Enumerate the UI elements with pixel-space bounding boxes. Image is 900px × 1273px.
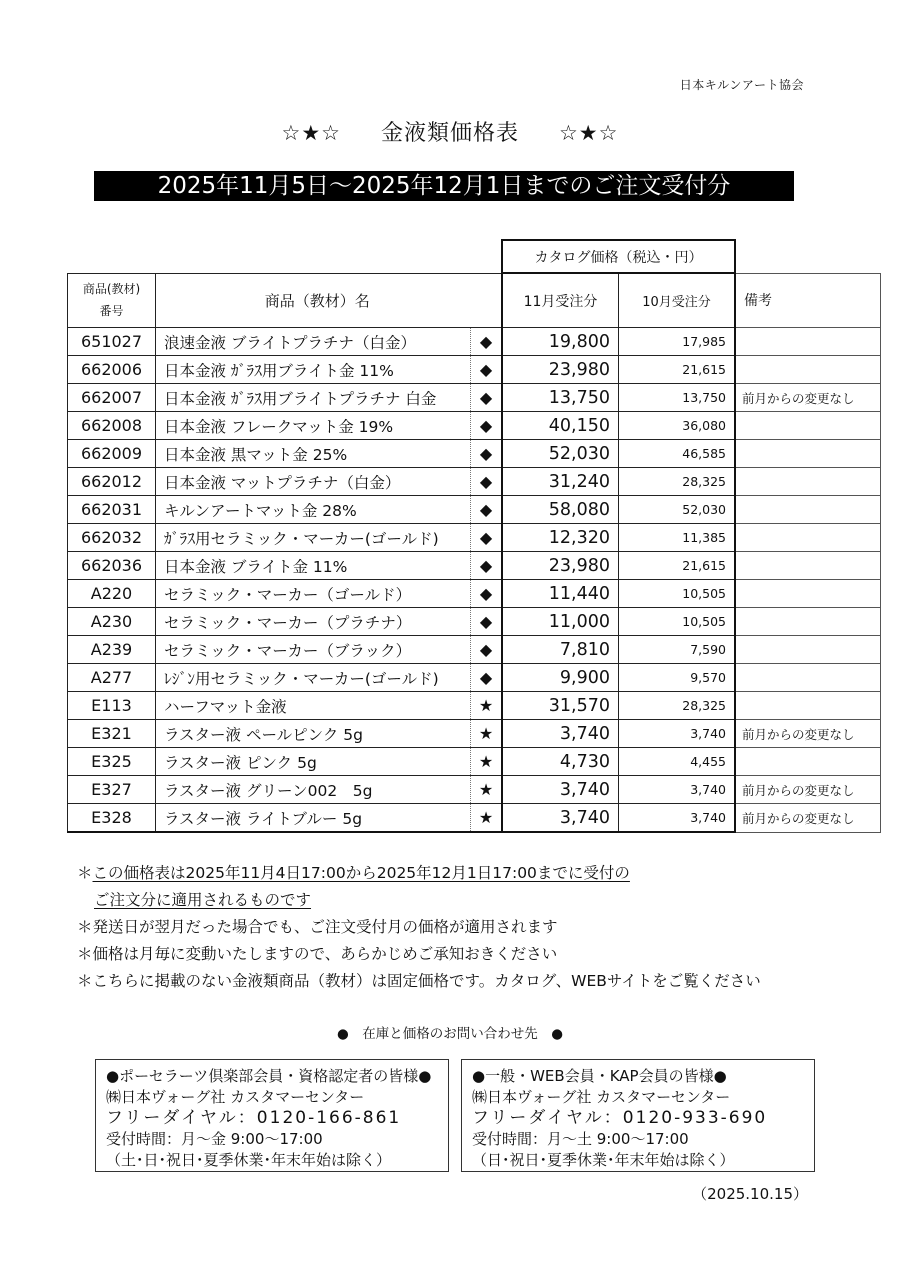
- product-name: セラミック・マーカー（ブラック）: [156, 636, 471, 664]
- price-table: [67, 239, 881, 833]
- price-november: 9,900: [502, 664, 619, 692]
- product-name: ハーフマット金液: [156, 692, 471, 720]
- product-code: 662006: [68, 356, 156, 384]
- memo: [735, 608, 881, 636]
- contact-hours: 受付時間：月〜金 9:00〜17:00: [106, 1130, 323, 1148]
- note-1: ＊この価格表は2025年11月4日17:00から2025年12月1日17:00までに受付の: [77, 864, 630, 882]
- price-november: 3,740: [502, 804, 619, 833]
- star-decoration-icon: ☆★☆: [281, 121, 341, 145]
- price-november: 31,570: [502, 692, 619, 720]
- product-code: A239: [68, 636, 156, 664]
- price-october: 11,385: [619, 524, 736, 552]
- price-november: 11,440: [502, 580, 619, 608]
- page-title: [0, 116, 900, 147]
- column-header-code: 商品(教材) 番号: [68, 273, 156, 328]
- product-name: ラスター液 ライトブルー 5g: [156, 804, 471, 833]
- price-october: 17,985: [619, 328, 736, 356]
- table-row: [68, 440, 881, 468]
- memo: [735, 552, 881, 580]
- price-november: 40,150: [502, 412, 619, 440]
- table-row: [68, 328, 881, 356]
- contact-phone: フリーダイヤル：0120-166-861: [106, 1108, 402, 1128]
- star-mark-icon: ★: [471, 748, 503, 776]
- diamond-mark-icon: ◆: [471, 580, 503, 608]
- price-october: 36,080: [619, 412, 736, 440]
- diamond-mark-icon: ◆: [471, 524, 503, 552]
- table-row: [68, 552, 881, 580]
- product-name: ラスター液 グリーン002 5g: [156, 776, 471, 804]
- table-row: [68, 692, 881, 720]
- star-decoration-icon: ☆★☆: [558, 121, 619, 145]
- price-october: 46,585: [619, 440, 736, 468]
- column-header-november: 11月受注分: [502, 273, 619, 328]
- price-october: 7,590: [619, 636, 736, 664]
- product-name: 日本金液 ブライト金 11%: [156, 552, 471, 580]
- price-november: 23,980: [502, 356, 619, 384]
- product-name: 日本金液 黒マット金 25%: [156, 440, 471, 468]
- product-name: キルンアートマット金 28%: [156, 496, 471, 524]
- diamond-mark-icon: ◆: [471, 328, 503, 356]
- price-november: 3,740: [502, 776, 619, 804]
- price-october: 3,740: [619, 720, 736, 748]
- memo: [735, 496, 881, 524]
- memo: [735, 412, 881, 440]
- diamond-mark-icon: ◆: [471, 608, 503, 636]
- price-november: 12,320: [502, 524, 619, 552]
- column-header-mark: [471, 273, 503, 328]
- price-november: 52,030: [502, 440, 619, 468]
- memo: [735, 328, 881, 356]
- memo: [735, 636, 881, 664]
- table-row: [68, 720, 881, 748]
- star-mark-icon: ★: [471, 720, 503, 748]
- product-name: 浪速金液 ブライトプラチナ（白金）: [156, 328, 471, 356]
- table-row: [68, 804, 881, 833]
- table-row: [68, 356, 881, 384]
- table-row: [68, 524, 881, 552]
- product-code: 662012: [68, 468, 156, 496]
- product-name: 日本金液 マットプラチナ（白金）: [156, 468, 471, 496]
- product-code: 662031: [68, 496, 156, 524]
- contact-hours: 受付時間：月〜土 9:00〜17:00: [472, 1130, 689, 1148]
- price-november: 11,000: [502, 608, 619, 636]
- memo: [735, 692, 881, 720]
- product-code: E321: [68, 720, 156, 748]
- contact-audience: ●ポーセラーツ倶楽部会員・資格認定者の皆様●: [106, 1067, 432, 1085]
- price-october: 21,615: [619, 552, 736, 580]
- note-2: ＊発送日が翌月だった場合でも、ご注文受付月の価格が適用されます: [77, 918, 558, 936]
- diamond-mark-icon: ◆: [471, 664, 503, 692]
- diamond-mark-icon: ◆: [471, 552, 503, 580]
- diamond-mark-icon: ◆: [471, 496, 503, 524]
- price-november: 31,240: [502, 468, 619, 496]
- product-code: A230: [68, 608, 156, 636]
- product-name: セラミック・マーカー（プラチナ）: [156, 608, 471, 636]
- product-name: セラミック・マーカー（ゴールド）: [156, 580, 471, 608]
- product-name: ラスター液 ピンク 5g: [156, 748, 471, 776]
- memo: 前月からの変更なし: [735, 384, 881, 412]
- star-mark-icon: ★: [471, 692, 503, 720]
- column-header-row: [68, 273, 881, 328]
- product-code: E328: [68, 804, 156, 833]
- product-code: 662008: [68, 412, 156, 440]
- product-code: 662009: [68, 440, 156, 468]
- table-row: [68, 664, 881, 692]
- contact-audience: ●一般・WEB会員・KAP会員の皆様●: [472, 1067, 727, 1085]
- table-row: [68, 412, 881, 440]
- contact-box-porcelarts: [95, 1059, 449, 1172]
- product-name: 日本金液 ｶﾞﾗｽ用ブライト金 11%: [156, 356, 471, 384]
- product-name: ｶﾞﾗｽ用セラミック・マーカー(ゴールド): [156, 524, 471, 552]
- price-november: 58,080: [502, 496, 619, 524]
- diamond-mark-icon: ◆: [471, 356, 503, 384]
- price-october: 10,505: [619, 608, 736, 636]
- contact-company: ㈱日本ヴォーグ社 カスタマーセンター: [472, 1088, 731, 1106]
- table-row: [68, 748, 881, 776]
- memo: [735, 748, 881, 776]
- memo: 前月からの変更なし: [735, 720, 881, 748]
- product-code: E113: [68, 692, 156, 720]
- product-name: ラスター液 ペールピンク 5g: [156, 720, 471, 748]
- contact-phone: フリーダイヤル：0120-933-690: [472, 1108, 768, 1128]
- note-4: ＊こちらに掲載のない金液類商品（教材）は固定価格です。カタログ、WEBサイトをご覧ください: [77, 972, 761, 990]
- table-row: [68, 580, 881, 608]
- product-code: E327: [68, 776, 156, 804]
- table-row: [68, 636, 881, 664]
- price-november: 3,740: [502, 720, 619, 748]
- diamond-mark-icon: ◆: [471, 412, 503, 440]
- memo: 前月からの変更なし: [735, 776, 881, 804]
- contact-company: ㈱日本ヴォーグ社 カスタマーセンター: [106, 1088, 365, 1106]
- price-october: 21,615: [619, 356, 736, 384]
- table-row: [68, 384, 881, 412]
- table-row: [68, 608, 881, 636]
- product-code: 662036: [68, 552, 156, 580]
- diamond-mark-icon: ◆: [471, 440, 503, 468]
- contact-box-general: [461, 1059, 815, 1172]
- period-banner: 2025年11月5日〜2025年12月1日までのご注文受付分: [94, 171, 794, 201]
- diamond-mark-icon: ◆: [471, 636, 503, 664]
- memo: [735, 468, 881, 496]
- organization-name: 日本キルンアート協会: [679, 78, 804, 92]
- price-november: 7,810: [502, 636, 619, 664]
- memo: [735, 580, 881, 608]
- price-october: 28,325: [619, 692, 736, 720]
- contact-closed-days: （土･日･祝日･夏季休業･年末年始は除く）: [106, 1151, 392, 1169]
- product-code: A220: [68, 580, 156, 608]
- product-code: A277: [68, 664, 156, 692]
- product-code: 662032: [68, 524, 156, 552]
- price-october: 9,570: [619, 664, 736, 692]
- price-november: 4,730: [502, 748, 619, 776]
- price-october: 10,505: [619, 580, 736, 608]
- contact-closed-days: （日･祝日･夏季休業･年末年始は除く）: [472, 1151, 735, 1169]
- price-october: 3,740: [619, 776, 736, 804]
- column-header-name: 商品（教材）名: [156, 273, 471, 328]
- price-november: 13,750: [502, 384, 619, 412]
- diamond-mark-icon: ◆: [471, 468, 503, 496]
- memo: [735, 524, 881, 552]
- memo: 前月からの変更なし: [735, 804, 881, 833]
- product-code: 662007: [68, 384, 156, 412]
- issue-date: （2025.10.15）: [692, 1185, 808, 1203]
- product-code: 651027: [68, 328, 156, 356]
- memo: [735, 356, 881, 384]
- table-row: [68, 496, 881, 524]
- price-october: 28,325: [619, 468, 736, 496]
- notes-section: [77, 860, 761, 995]
- price-november: 19,800: [502, 328, 619, 356]
- product-name: 日本金液 ｶﾞﾗｽ用ブライトプラチナ 白金: [156, 384, 471, 412]
- price-october: 3,740: [619, 804, 736, 833]
- catalog-price-header: カタログ価格（税込・円）: [502, 240, 735, 273]
- product-name: ﾚｼﾞﾝ用セラミック・マーカー(ゴールド): [156, 664, 471, 692]
- column-header-october: 10月受注分: [619, 273, 736, 328]
- table-row: [68, 468, 881, 496]
- column-header-memo: 備考: [735, 273, 881, 328]
- product-code: E325: [68, 748, 156, 776]
- star-mark-icon: ★: [471, 804, 503, 833]
- catalog-header-row: [68, 240, 881, 273]
- title-text: 金液類価格表: [380, 121, 519, 146]
- memo: [735, 664, 881, 692]
- star-mark-icon: ★: [471, 776, 503, 804]
- price-november: 23,980: [502, 552, 619, 580]
- memo: [735, 440, 881, 468]
- diamond-mark-icon: ◆: [471, 384, 503, 412]
- note-3: ＊価格は月毎に変動いたしますので、あらかじめご承知おきください: [77, 945, 558, 963]
- price-october: 13,750: [619, 384, 736, 412]
- price-october: 4,455: [619, 748, 736, 776]
- product-name: 日本金液 フレークマット金 19%: [156, 412, 471, 440]
- contact-heading: ● 在庫と価格のお問い合わせ先 ●: [336, 1026, 564, 1042]
- table-row: [68, 776, 881, 804]
- note-1-continued: ご注文分に適用されるものです: [94, 891, 312, 909]
- price-october: 52,030: [619, 496, 736, 524]
